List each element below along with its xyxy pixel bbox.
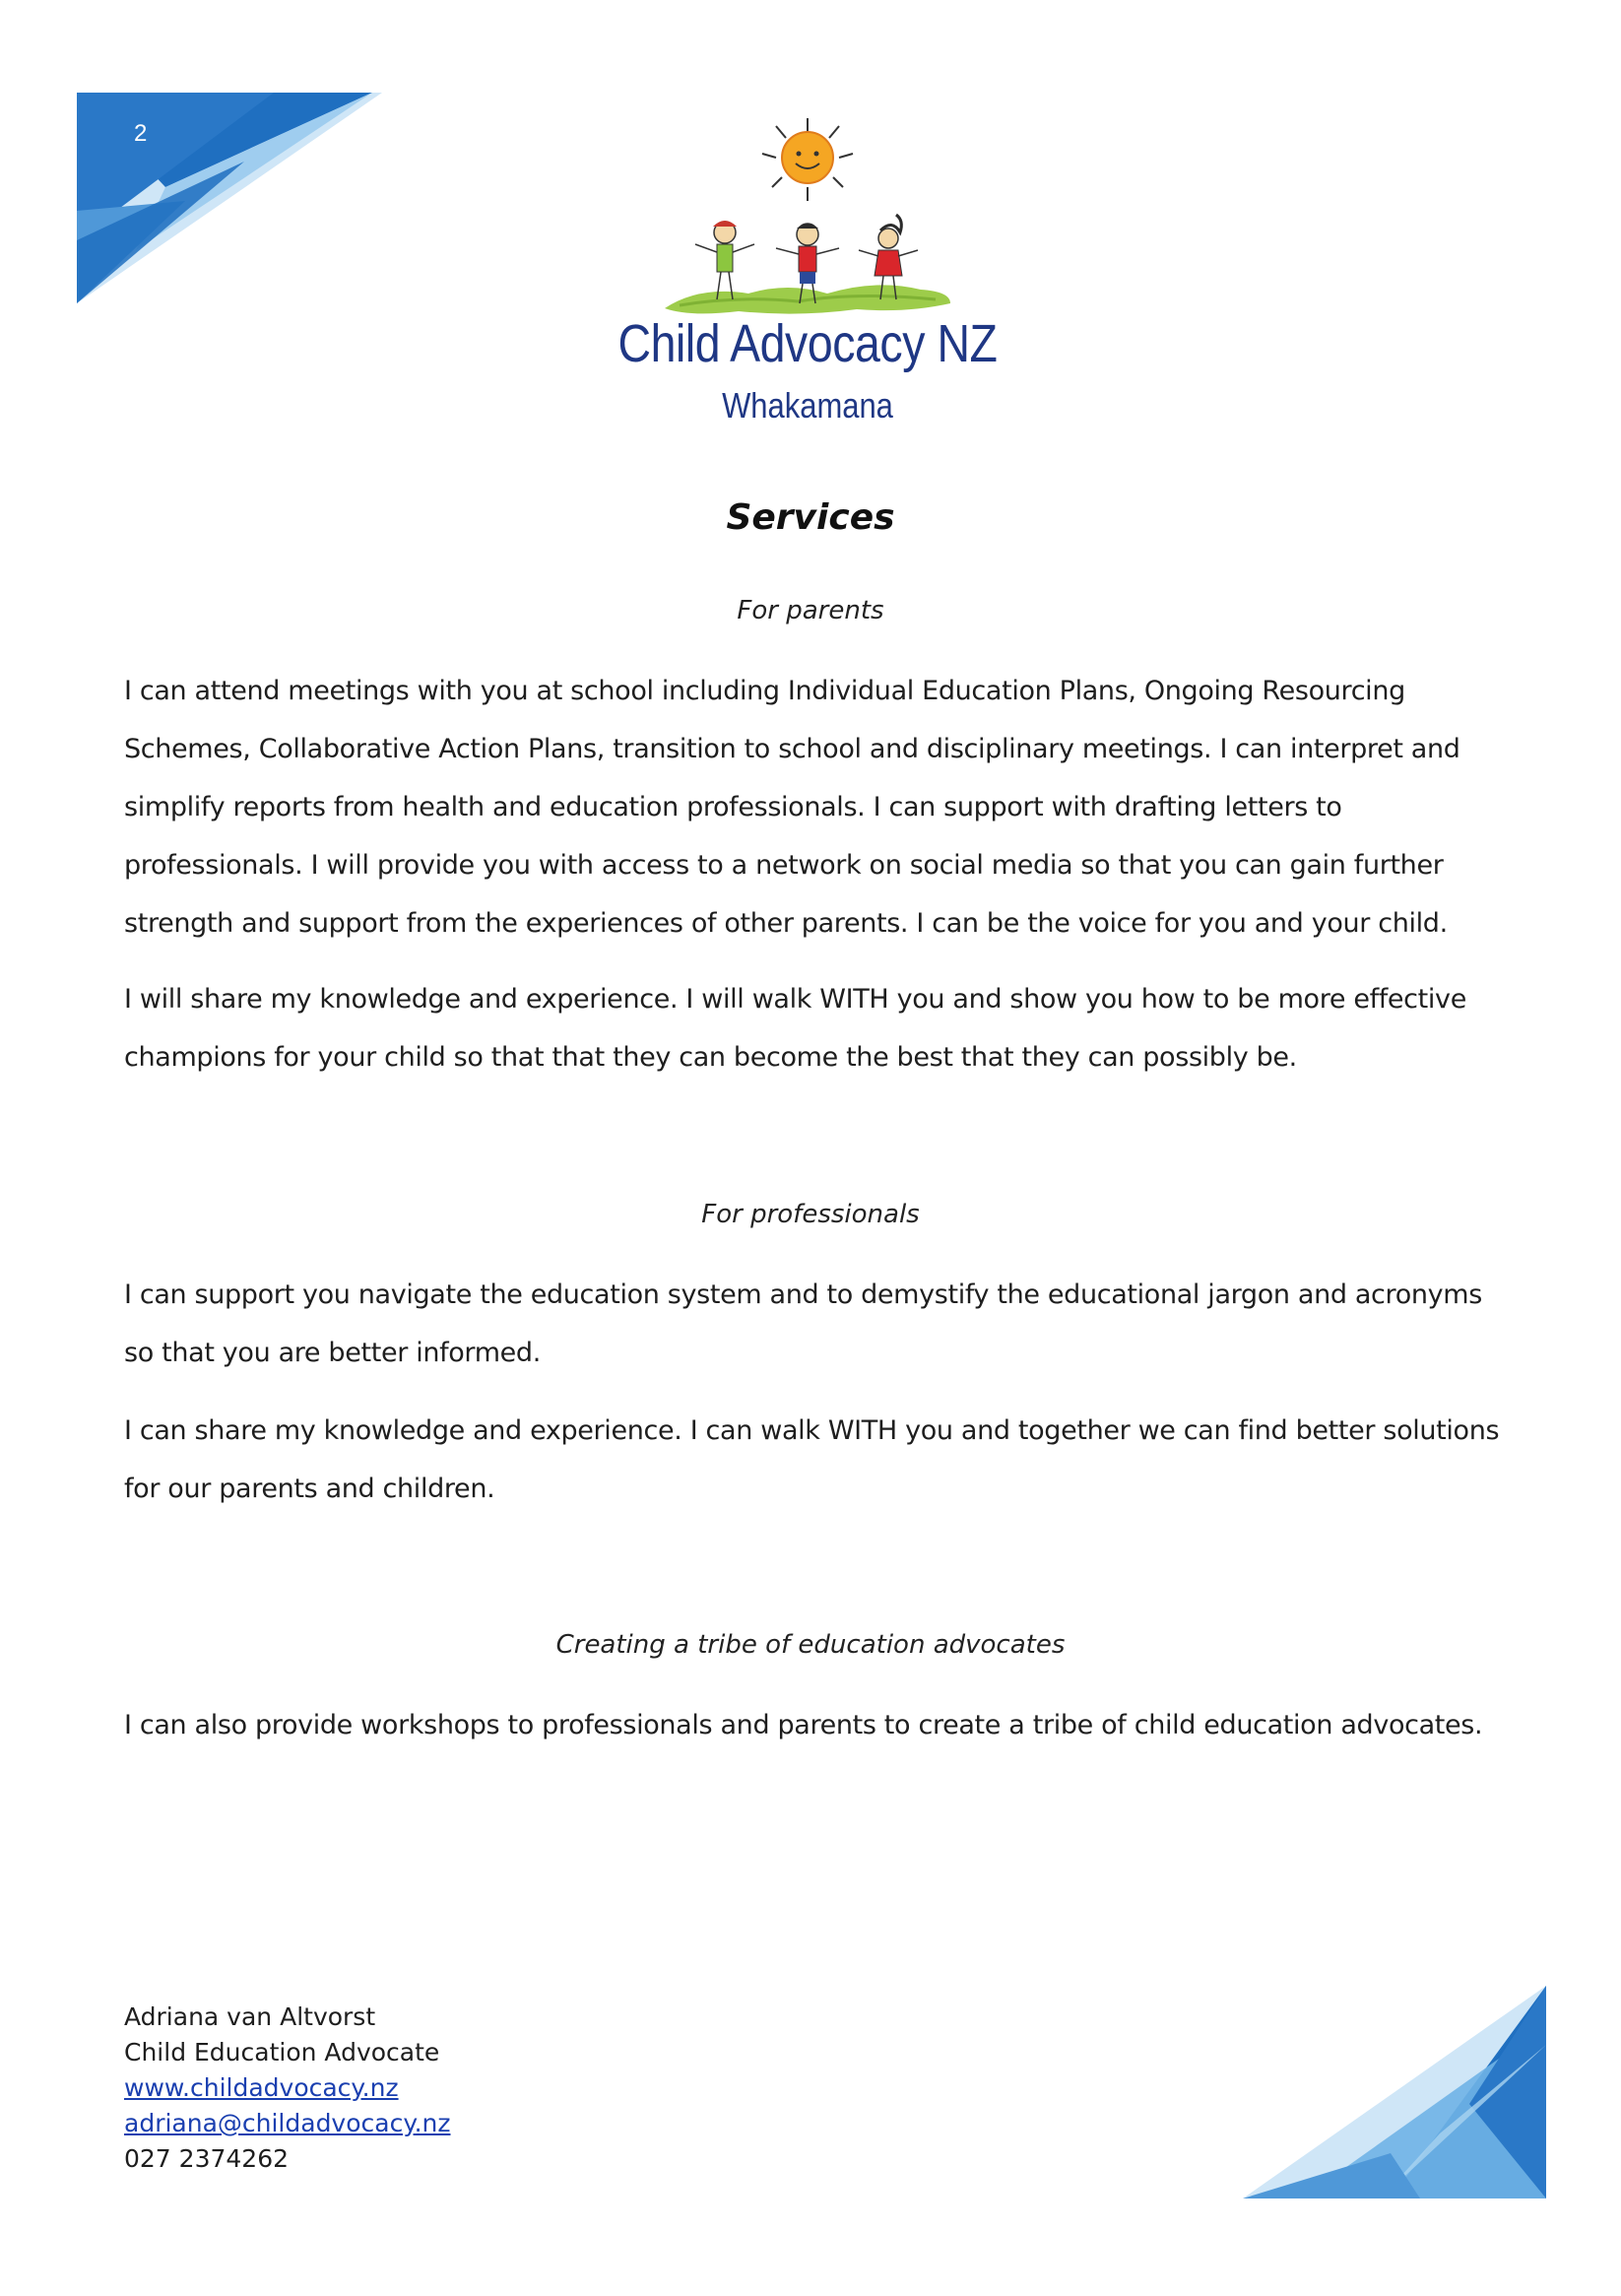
signature-phone: 027 2374262 — [124, 2144, 290, 2173]
page-heading: Services — [726, 497, 895, 538]
signature-block — [124, 2000, 715, 2177]
section-title-professionals: For professionals — [701, 1200, 920, 1229]
corner-decoration-bottom-right — [1243, 1986, 1546, 2198]
logo-title: Child Advocacy NZ — [617, 314, 998, 373]
corner-decoration-top-left — [77, 93, 382, 303]
professionals-paragraph-1: I can support you navigate the education system and to demystify the educational jargon and acronyms so that you are better informed. — [124, 1279, 1482, 1368]
tribe-paragraph-1: I can also provide workshops to professionals and parents to create a tribe of child education advocates. — [124, 1710, 1483, 1740]
parents-paragraph-2: I will share my knowledge and experience. I will walk WITH you and show you how to be more effective champions for your child so that that they can become the best that they can possibly be. — [124, 984, 1466, 1073]
section-title-parents: For parents — [737, 596, 884, 625]
logo-illustration — [660, 116, 955, 318]
website-link[interactable]: www.childadvocacy.nz — [124, 2073, 399, 2102]
email-link[interactable]: adriana@childadvocacy.nz — [124, 2109, 451, 2137]
page-number: 2 — [134, 120, 148, 147]
parents-paragraph-1: I can attend meetings with you at school including Individual Education Plans, Ongoing Resourcing Schemes, Collaborative Action Plans, transition to school and disciplinary meetings. I can interpret and simplify reports from health and education professionals. I can support with drafting letters to professionals. I will provide you with access to a network on social media so that you can gain further strength and support from the experiences of other parents. I can be the voice for you and your child. — [124, 676, 1460, 939]
professionals-paragraph-2: I can share my knowledge and experience. I can walk WITH you and together we can find better solutions for our parents and children. — [124, 1415, 1500, 1504]
signature-name: Adriana van Altvorst — [124, 2002, 376, 2031]
logo-subtitle: Whakamana — [722, 385, 893, 426]
section-title-tribe: Creating a tribe of education advocates — [555, 1630, 1066, 1660]
signature-role: Child Education Advocate — [124, 2038, 440, 2066]
